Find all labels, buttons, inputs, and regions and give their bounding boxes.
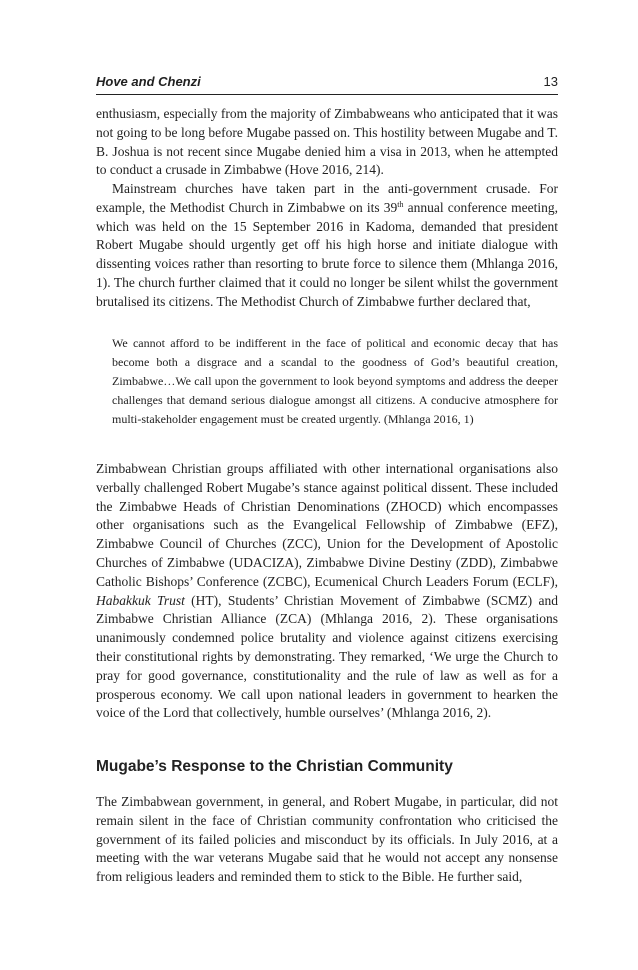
ordinal-superscript: th [397, 199, 404, 209]
paragraph-3 [96, 460, 558, 723]
running-header [96, 74, 558, 95]
paragraph-4: The Zimbabwean government, in general, and Robert Mugabe, in particular, did not remain silent in the face of Christian community confrontation who criticised the government of its failed policies and misconduct by its officials. In July 2016, at a meeting with the war veterans Mugabe said that he would not accept any nonsense from religious leaders and reminded them to stick to the Bible. He further said, [96, 794, 558, 885]
paragraph-3-text-b: (HT), Students’ Christian Movement of Zimbabwe (SCMZ) and Zimbabwe Christian Alliance (ZCA) (Mhlanga 2016, 2). These organisations unanimously condemned police brutality and violence against citizens exercising their constitutional rights by demonstrating. They remarked, ‘We urge the Church to pray for good governance, constitutionality and the rule of law as well as for a prosperous economy. We call upon national leaders in government to hearken the voice of the Lord that collectively, humble ourselves’ (Mhlanga 2016, 2). [96, 592, 558, 721]
paragraph-1: enthusiasm, especially from the majority of Zimbabweans who anticipated that it was not going to be long before Mugabe passed on. This hostility between Mugabe and T. B. Joshua is not recent since Mugabe denied him a visa in 2013, when he attempted to conduct a crusade in Zimbabwe (Hove 2016, 214). [96, 106, 558, 178]
section-heading: Mugabe’s Response to the Christian Community [96, 758, 453, 775]
paragraph-3-italic: Habakkuk Trust [96, 592, 185, 608]
page-number: 13 [543, 74, 558, 89]
running-header-authors: Hove and Chenzi [96, 74, 201, 89]
paragraph-2-text-b: annual conference meeting, which was held on the 15 September 2016 in Kadoma, demanded that president Robert Mugabe should urgently get off his high horse and initiate dialogue with dissenting voices rather than resorting to brute force to silence them (Mhlanga 2016, 1). The church further claimed that it could no longer be silent whilst the government brutalised its citizens. The Methodist Church of Zimbabwe further declared that, [96, 199, 559, 309]
paragraph-3-text-a: Zimbabwean Christian groups affiliated with other international organisations also verbally challenged Robert Mugabe’s stance against political dissent. These included the Zimbabwe Heads of Christian Denominations (ZHOCD) which encompasses other organisations such as the Evangelical Fellowship of Zimbabwe (EFZ), Zimbabwe Council of Churches (ZCC), Union for the Development of Apostolic Churches of Zimbabwe (UDACIZA), Zimbabwe Divine Destiny (ZDD), Zimbabwe Catholic Bishops’ Conference (ZCBC), Ecumenical Church Leaders Forum (ECLF), [96, 461, 558, 589]
paragraph-2 [96, 180, 558, 312]
block-quote: We cannot afford to be indifferent in the face of political and economic decay that has become both a disgrace and a scandal to the goodness of God’s beautiful creation, Zimbabwe…We call upon the government to look beyond symptoms and address the deeper challenges that demand serious dialogue amongst all citizens. A conducive atmosphere for multi-stakeholder engagement must be created urgently. (Mhlanga 2016, 1) [112, 336, 558, 426]
paragraph-2-text-a: Mainstream churches have taken part in the anti-government crusade. For example, the Methodist Church in Zimbabwe on its 39 [96, 181, 558, 215]
